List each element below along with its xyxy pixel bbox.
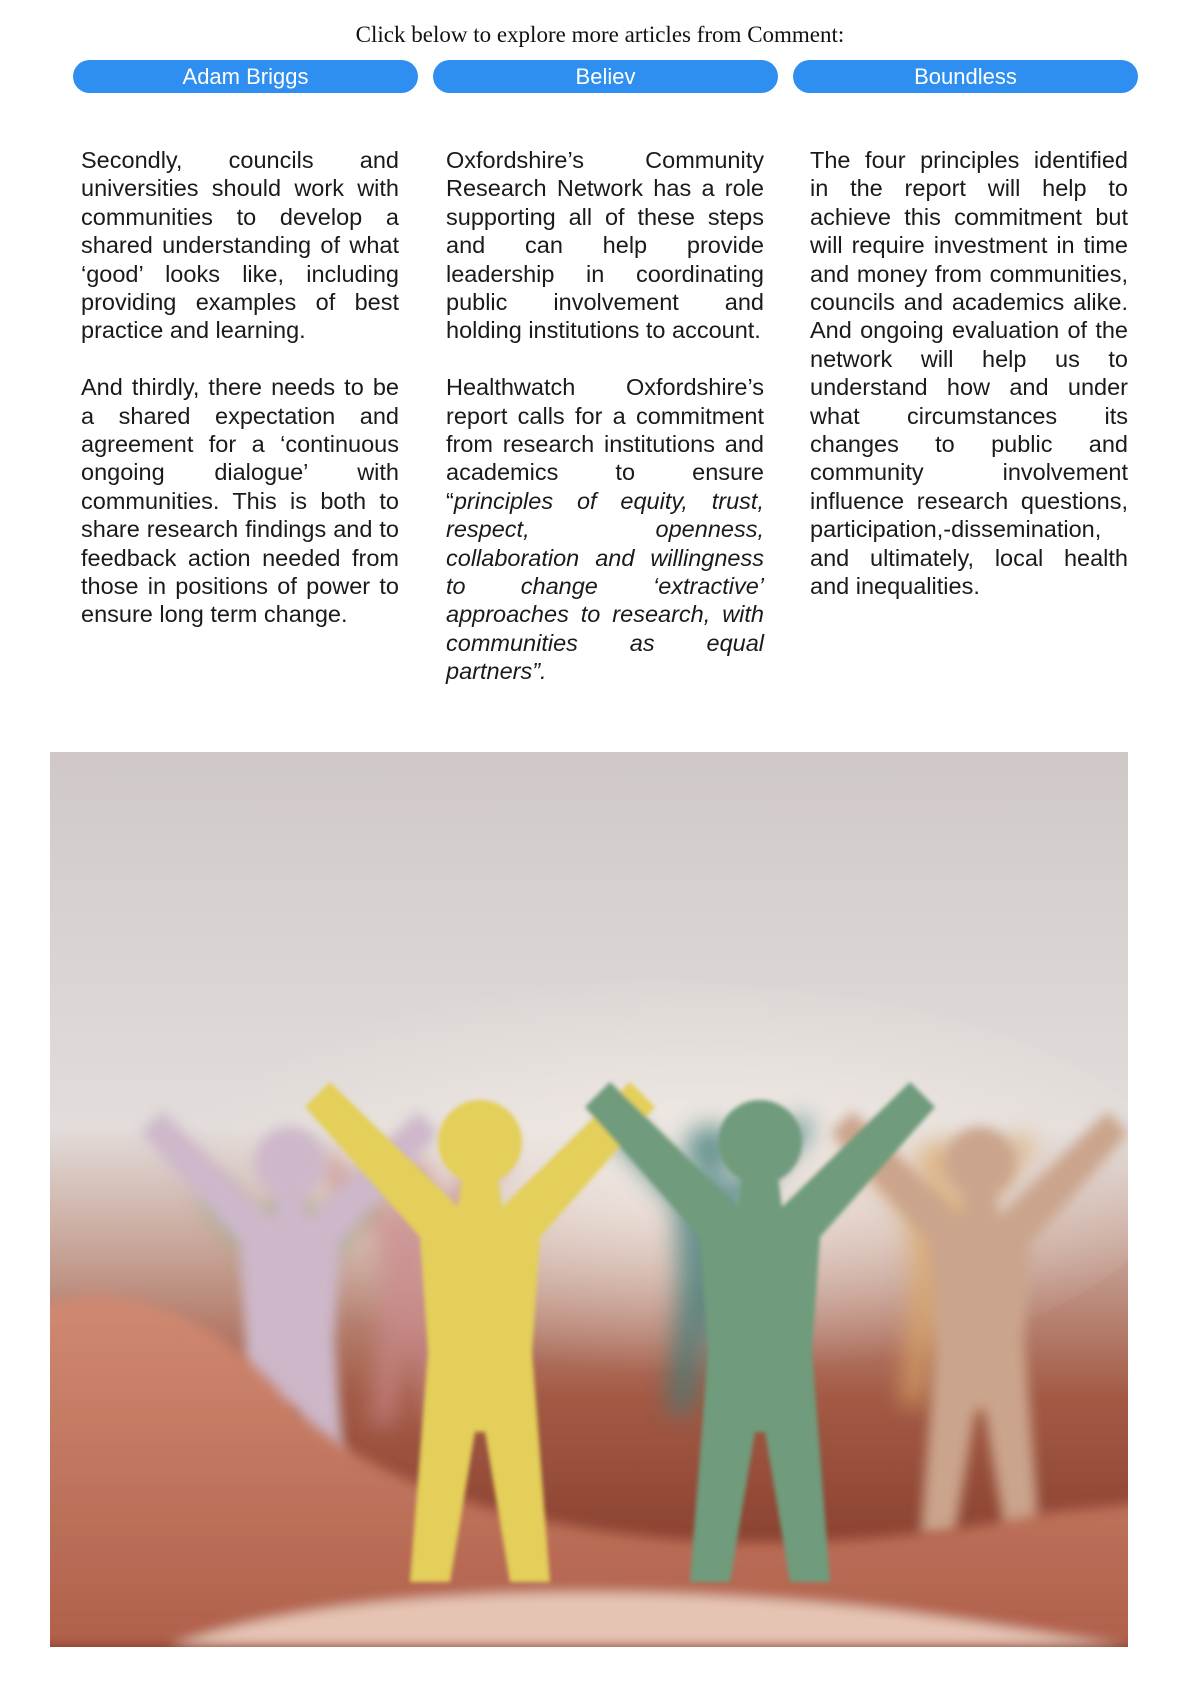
paragraph: And thirdly, there needs to be a shared expectation and agreement for a ‘continuous ongoing dialogue’ with communities. This is both to share research findings and to feedback action needed from those in positions of power to ensure long term change. <box>81 374 399 628</box>
paragraph: Oxfordshire’s Community Research Network has a role supporting all of these steps and can help provide leadership in coordinating public involvement and holding institutions to account. <box>446 147 764 344</box>
article-button-believ[interactable]: Believ <box>433 60 778 93</box>
article-button-adam-briggs[interactable]: Adam Briggs <box>73 60 418 93</box>
paragraph: The four principles identified in the report will help to achieve this commitment but will require investment in time and money from communities, councils and academics alike. And ongoing evaluation of the network will help us to understand how and under what circumstances its changes to public and community involvement influence research questions, participation,-dissemination, and ultimately, local health and inequalities. <box>810 147 1128 600</box>
quoted-principles: principles of equity, trust, respect, openness, collaboration and willingness to change ‘extractive’ approaches to research, with communities as equal partners”. <box>446 487 764 685</box>
article-column-3 <box>810 146 1128 629</box>
article-button-boundless[interactable]: Boundless <box>793 60 1138 93</box>
article-column-2 <box>446 146 764 714</box>
paragraph: Secondly, councils and universities should work with communities to develop a shared understanding of what ‘good’ looks like, including providing examples of best practice and learning. <box>81 147 399 344</box>
more-articles-prompt: Click below to explore more articles from Comment: <box>355 22 845 47</box>
paper-people-chain-photo <box>50 752 1128 1647</box>
paragraph-text: Healthwatch Oxfordshire’s report calls for a commitment from research institutions and academics to ensure “ <box>446 374 764 514</box>
paragraph <box>446 373 764 685</box>
article-column-1 <box>81 146 399 657</box>
